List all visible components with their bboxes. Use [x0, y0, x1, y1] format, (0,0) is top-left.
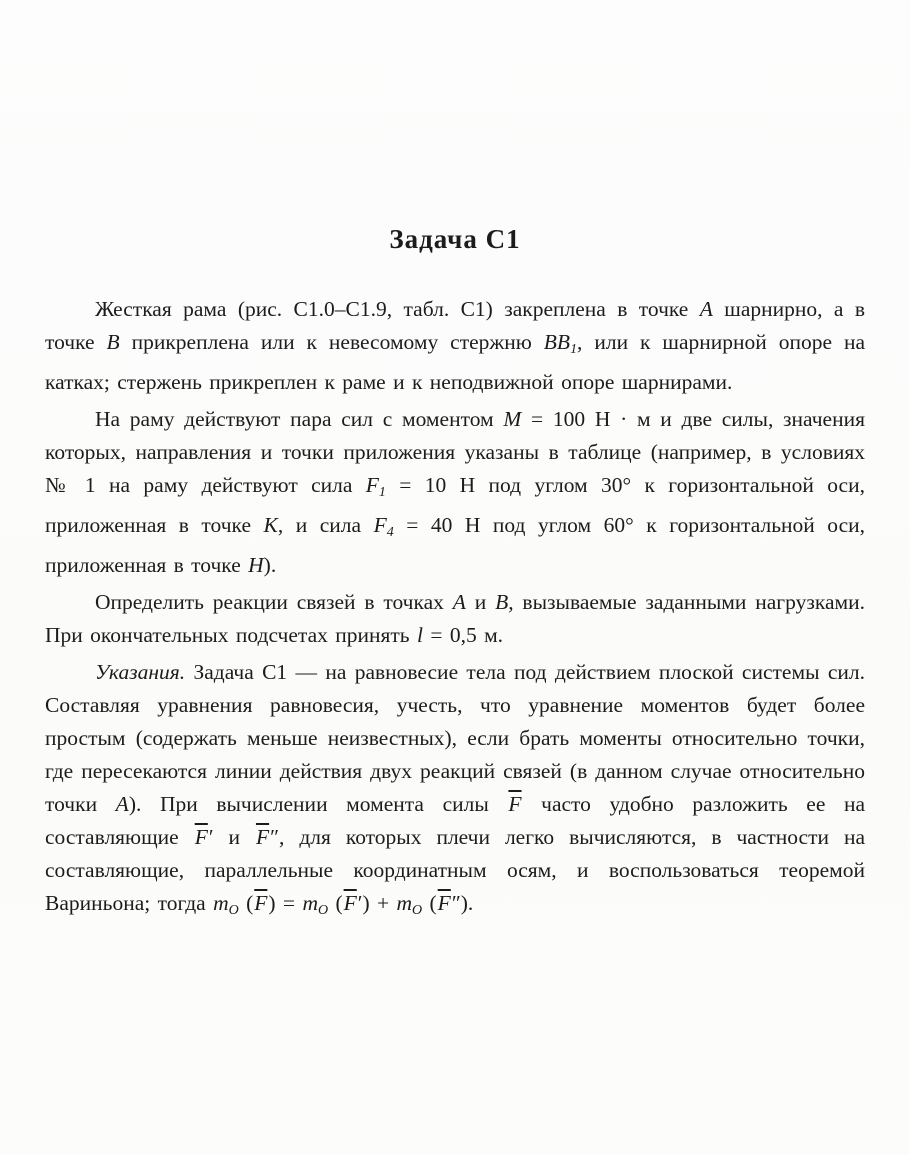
- text-segment: часто удобно разложить ее на составляющие: [45, 791, 866, 849]
- text-segment: 1: [378, 484, 386, 500]
- text-segment: = 100 Н · м и две силы, значения которых, направления и точки приложения указаны в таблице (например, в условиях № 1 на раму действуют сила: [45, 406, 865, 497]
- text-segment: = 10 Н под углом 30° к горизонтальной оси, приложенная в точке: [45, 472, 865, 537]
- paragraph-forces: [45, 403, 865, 582]
- text-segment: ) =: [268, 890, 303, 915]
- text-segment: ). При вычислении момента силы: [128, 791, 508, 816]
- text-segment: ″, для которых плечи легко вычисляются, в частности на составляющие, параллельные координатным осям, и воспользоваться теоремой Вариньона; тогда: [45, 824, 865, 915]
- text-segment: O: [228, 902, 239, 918]
- text-segment: = 0,5 м.: [422, 622, 504, 647]
- text-segment: прикреплена или к невесомому стержню: [119, 330, 544, 354]
- text-segment: F: [373, 512, 387, 537]
- text-segment: M: [503, 406, 522, 431]
- text-segment: (: [422, 890, 437, 915]
- text-segment: Задача С1 — на равновесие тела под действием плоской системы сил. Составляя уравнения равновесия, учесть, что уравнение моментов будет более простым (содержать меньше неизвестных), если брать моменты относительно точки, где пересекаются линии действия двух реакций связей (в данном случае относительно точки: [45, 659, 865, 816]
- text-segment: m: [302, 890, 318, 915]
- text-segment: A: [452, 589, 466, 614]
- text-segment: ′ и: [208, 824, 255, 849]
- text-segment: $\overline{F}$: [255, 824, 270, 849]
- text-segment: 1: [570, 341, 578, 357]
- text-segment: ″).: [451, 890, 474, 915]
- text-segment: ′) +: [357, 890, 397, 915]
- text-segment: ).: [263, 552, 277, 577]
- text-segment: K: [263, 512, 278, 537]
- text-segment: и: [465, 589, 496, 614]
- text-segment: B: [106, 330, 120, 354]
- text-segment: , вызываемые заданными нагрузками. При окончательных подсчетах принять: [45, 589, 865, 647]
- page-title: Задача С1: [389, 224, 521, 254]
- text-segment: O: [412, 902, 423, 918]
- paragraph-frame-description: [45, 293, 865, 399]
- paragraph-task: [45, 586, 865, 652]
- text-segment: F: [365, 472, 379, 497]
- text-segment: $\overline{F}$: [254, 890, 268, 915]
- text-segment: BB: [543, 330, 571, 354]
- text-segment: $\overline{F}$: [194, 824, 208, 849]
- text-segment: $\overline{F}$: [437, 890, 451, 915]
- text-segment: m: [213, 890, 229, 915]
- text-segment: На раму действуют пара сил с моментом: [95, 406, 504, 431]
- text-segment: B: [495, 589, 509, 614]
- text-segment: (: [238, 890, 254, 915]
- text-segment: $\overline{F}$: [508, 791, 522, 816]
- paragraph-instructions: [45, 656, 865, 927]
- text-segment: (: [328, 890, 343, 915]
- text-segment: m: [396, 890, 413, 915]
- text-segment: , и сила: [277, 512, 374, 537]
- text-segment: A: [699, 297, 713, 321]
- text-segment: шарнирно, а в точке: [45, 297, 865, 354]
- text-segment: 4: [386, 524, 394, 540]
- text-segment: = 40 Н под углом 60° к горизонтальной оси, приложенная в точке: [45, 512, 866, 577]
- text-segment: A: [115, 791, 129, 816]
- text-segment: , или к шарнирной опоре на катках; стержень прикреплен к раме и к неподвижной опоре шарнирами.: [45, 330, 866, 394]
- text-segment: $\overline{F}$: [343, 890, 357, 915]
- text-segment: H: [248, 552, 264, 577]
- text-segment: Указания.: [95, 659, 186, 684]
- text-segment: Жесткая рама (рис. С1.0–С1.9, табл. С1) закреплена в точке: [95, 297, 700, 321]
- text-segment: l: [416, 622, 423, 647]
- text-segment: Определить реакции связей в точках: [95, 589, 453, 614]
- text-segment: O: [317, 902, 329, 918]
